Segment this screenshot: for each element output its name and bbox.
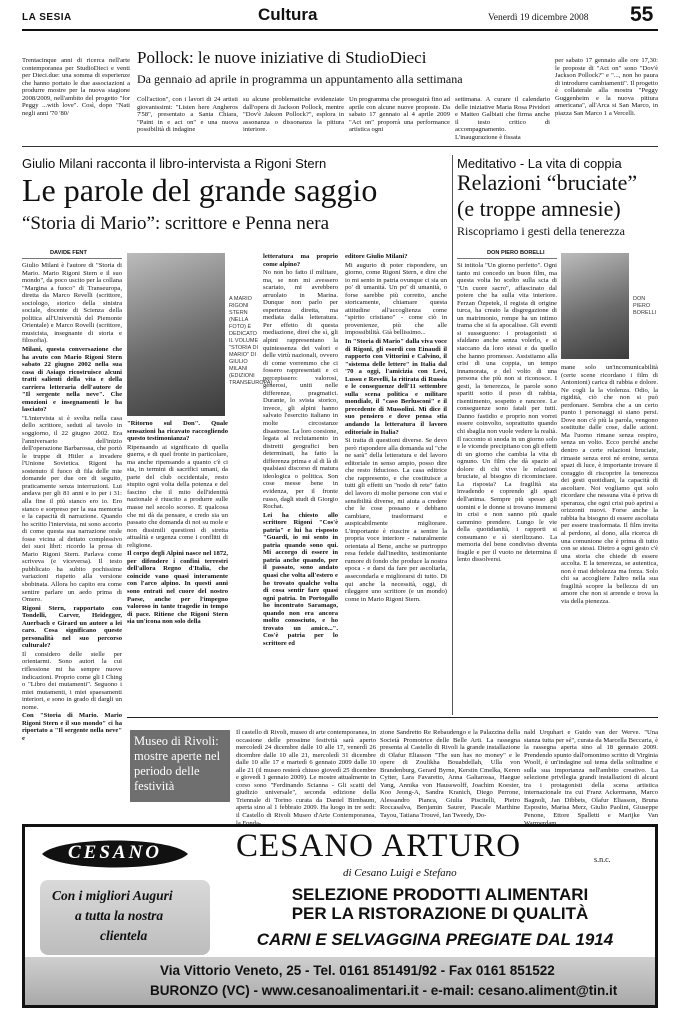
ad-line-3: CARNI E SELVAGGINA PREGIATE DAL 1914 <box>256 930 614 949</box>
meditativo-byline: DON PIERO BORELLI <box>487 250 545 256</box>
pollock-col6: per sabato 17 gennaio alle ore 17,30: le proposte di "Act on" sono "Dov'è Jackson Pollock?" e "..., non ho paura di introdurre cambiamenti". Il progetto è collaterale alla mostra "Peggy Guggenheim e la nuova pittura americana", all'Arca si San Marco, in piazza San Marco 1 a Vercelli. <box>555 57 658 117</box>
borelli-photo <box>561 253 629 359</box>
ad-wish-2: a tutta la nostra <box>75 908 164 923</box>
meditativo-col2: mane solo un'incomunicabilità (certe scene ricordano i film di Antonioni) carica di rabbia e dolore. Ne cogli la la violenza. Odio, la rigidità, ciò che non si può perdonare. Sembra che a un certo punto i personaggi si siano persi. Dove non c'è più la parola, vengono sostituite dalle cose, dalle azioni. Ma l'uomo rimane senza respiro, senza un volto. Ecco perché anche dentro a certe relazioni bruciate, rimaste senza eroi né eroine, senza spazi di luce, è importante trovare il coraggio di riscoprire la tenerezza dei gesti quotidiani, la capacità di ascoltare. Noi vogliamo qui solo ricordare che nessuna vita è priva di speranza, che ogni crisi può aprirsi a orizzonti nuovi. Forse anche la rabbia ha bisogno di essere ascoltata per essere trasformata. Il film invita al perdono, al dono, alla ricerca di una comunione che è prima di tutto con se stessi. Dietro a ogni gesto c'è una storia che chiede di essere accolta. E la tenerezza, se autentica, non è mai debolezza ma forza. Solo chi sa accogliere l'altro nella sua fragilità scopre la bellezza di un amore che non si arrende e trova la via della pienezza. <box>561 364 658 605</box>
pollock-subtitle: Da gennaio ad aprile in programma un appuntamento alla settimana <box>137 72 463 86</box>
meditativo-headline-2: (e troppe amnesie) <box>457 196 621 221</box>
rivoli-top-rule <box>127 717 658 718</box>
main-deck: “Storia di Mario”: scrittore e Penna nera <box>22 213 330 234</box>
meditativo-kicker: Meditativo - La vita di coppia <box>457 156 622 171</box>
page-number: 55 <box>630 3 654 26</box>
pollock-col1: Trentacinque anni di ricerca nell'arte contemporanea per StudioDieci e venti per Dieci.due: una somma di esperienze che hanno portato le due associazioni a produrre mostre per la nuova stagione 2008/2009, nell'ambito del progetto "for Peggy ...with love". Così, dopo "Nati negli anni '70 '80/ <box>22 57 130 117</box>
rivoli-col2: zione Sandretto Re Rebaudengo e la Palazzina della Società Promotrice delle Belle Arti. La rassegna presenta al Castello di Rivoli la grande installazione di Olafur Eliasson "The sun has no money" e le opere di Zoulikha Bouabdellah, Ulla von Brandenburg, Gerard Byrne, Kerstin Cmelka, Keren Cytter, Lara Favaretto, Anna Galtarossa, Haegue Yang, Annika von Hausswolff, Joachim Koester, Koo Jeong-A, Sandra Kranich, Diego Perrone, Alessandro Pianca, Giulia Piscitelli, Pietro Roccasalva, Benjamin Saurer, Pascale Marthine Tayou, Tatiana Trouvé, Ian Tweedy, Do- <box>380 729 520 820</box>
ad-contacts: BURONZO (VC) - www.cesanoalimentari.it - e-mail: cesano.aliment@tin.it <box>150 983 618 998</box>
pollock-col3: su alcune problematiche evidenziate dall'opera di Jackson Pollock, mentre "Dov'è Jakson Pollock?", esplora in assonanza o dissonanza la pittura interiore. <box>243 96 344 134</box>
main-kicker: Giulio Milani racconta il libro-intervista a Rigoni Stern <box>22 156 327 171</box>
main-byline: DAVIDE FENT <box>50 250 87 256</box>
meditativo-deck: Riscopriamo i gesti della tenerezza <box>457 224 625 238</box>
ad-logo <box>40 832 190 876</box>
ad-logo-text: CESANO <box>67 842 163 863</box>
rigoni-photo-caption: A MARIO RIGONI STERN (NELLA FOTO) È DEDICATO IL VOLUME "STORIA DI MARIO" DI GIULIO MILANI (EDIZIONI TRANSEUROPA) <box>229 296 273 386</box>
main-col4: editore Giulio Milani? Mi augurio di poter rispondere, un giorno, come Rigoni Stern, e dire che io mi sento in patria ovunque ci sia un po' di umanità. Un po' di umanità, o forse sarebbe più corretto, anche storicamente, chiamare questa attitudine all'accoglienza come "spirito cristiano" - come ciò in provenienze, più che alle impossibilità. Già bellissimo... In "Storia di Mario" dalla viva voce di Rigoni, gli esordi con Einaudi il rapporto con Vittorini e Calvino, il "sistema delle lettere" in Italia dal '70 a oggi, l'amicizia con Levi, Lussu e Revelli, la ritirata di Russia e le conseguenze dell'11 settembre sulla scena politica e militare mondiale, il "caso Berlusconi" e il precedente di Mussolini. Mi dice il suo pensiero e dove pensa stia andando la letteratura il lavoro editoriale in Italia? Si tratta di questioni diverse. Se devo però rispondere alla domanda sul "che ne sarà" della letteratura e del lavoro editoriale in senso ampio, posso dire che resto fiducioso. La casa editrice che rappresento, e che costituisce a tutti gli effetti un "nodo di rete" fatto del lavoro di molte persone con visi e sensibilità diverse, mi aiuta a credere che le cose possano e debbano cambiare, trasformarsi e auspicabilmente migliorare. L'importante è riuscire a sentire la propria voce interiore - naturalmente orientata al Bene, anche se purtroppo resa fedele dall'inedito, testimoniante rumore di fondo che produce la nostra epoca - e darsi da fare per ascoltarla, assecondarla e migliorarsi di tutto. Di qui anche la necessità, oggi, di rileggere uno scrittore (e un mondo) come in Mario Rigoni Stern. <box>345 253 447 603</box>
meditativo-col1: Si intitola "Un giorno perfetto". Ogni tanto mi concedo un buon film, ma questa volta ho scelto sulla scia di "Un cuore sacro", affascinato dal potere che ha sulla vita interiore. Ferzan Özpetek, il regista di origine turca, ha creato la disgregazione di un matrimonio, rompe ha un intimo trama che si fa apocalisse. Gli eventi si susseguono: i protagonisti si sfaldano anche senza volerlo, e si staccano da loro stessi e da quello che hanno promesso. Assistiamo alla crisi di una coppia, un tempo innamorata, e del volto di una persona che più non si riconosce. I gesti, la tenerezza, le parole sono spariti sotto il peso di rabbia, risentimento, sospetto e rancore. Le conseguenze sono fatali per tutti. Danno fastidio e proprio non vorrei essere coinvolto, soprattutto quando chi sbaglia non vuole vedere la realtà. Il racconto si snoda in un giorno solo e le vicende precipitano con gli effetti di un giorno che cambia la vita di ognuno. Un film che dà spazio al dolore di chi vive le relazioni bruciate, al bisogno di ricominciare. La risposta? La fragilità sta invadendo e coprendo gli spazi dell'anima. Sempre più spesso gli uomini e le donne si trovano immersi in crisi e non sanno più quale cammino prendere. Lungo le vie della quotidianità, i rapporti si consumano e sì sterilizzano. La memoria del bene condiviso diventa fragile e per il vuoto ne determina il lento dissolversi. <box>457 262 557 564</box>
main-col1: Giulio Milani è l'autore di "Storia di Mario. Mario Rigoni Stern e il suo mondo", da poco uscito per la collana "Margina a fuoco" di Transeuropa, diretta da Marco Revelli (scrittore, sociologo, storico della sinistra sociale, docente di Scienza della politica all'Università del Piemonte Orientale) e Marco Rovelli (scrittore, musicista, insegnante di storia e filosofia). Milani, questa conversazione che ha avuto con Mario Rigoni Stern sabato 22 giugno 2002 nella sua casa di Asiago ricostruisce alcuni tratti salienti della vita e della carriera letteraria dell'autore de "Il sergente nella neve". Che emozioni e insegnamenti le ha lasciato? "L'intervista si è svolta nella casa dello scrittore, seduti al tavolo in soggiorno, il 22 giugno 2002. Era l'anniversario dell'inizio dell'operazione Barbarossa, che portò le truppe di Hitler a invadere l'Unione Sovietica. Rigoni ha sostenuto il fuoco di fila delle mie domande per due ore di seguito, praticamente senza interruzioni. Lui andava per gli 81 anni e io per i 31: alla fine il più stanco ero io. Ero stanco e sorpreso per la sua memoria e la capacità di narrazione. Quando ho scritto l'intervista, mi sono accorto di come questa sua narrazione orale fosse vicina al dettato complessivo dei suoi libri: ricordo la prosa di Mario Rigoni Stern. Parlava come scriveva (e viceversa). Il testo pubblicato ha subito pochissime variazioni rispetto alla versione sbobinata. Allora ho capito era come sentire parlare un aedo prima di Omero. Rigoni Stern, rapportato con Tondelli, Carver, Heidegger, Auerbach e Girard un autore a lei caro. Cosa significano queste personalità nel suo percorso culturale? Il considero delle stelle per orientarmi. Sono autori la cui riflessione mi ha sempre nuove indicazioni. Proprio come gli I Ching o "Libro dei mutamenti". Seguono i miei mutamenti, i miei spaesamenti interiori, e sono in grado di dargli un nome. Con "Storia di Mario. Mario Rigoni Stern e il suo mondo" ci ha riportato a "Il sergente nella neve" e <box>22 262 122 742</box>
main-col2: "Ritorno sul Don". Quale sensazioni ha ricavato raccogliendo questo testimonianza? Ripensando ai significato di quella guerra, e di quel fronte in particolare, ma anche ripensando a quanto c'è ci sta, in termini di sacrifici umani, da parte del club occidentale, resto stupito ogni volta della potenza e del fascino che il mito dell'identità nazionale è riuscito a produrre sulle masse nel secolo scorso. E qualcosa che mi dà da pensare, e credo sia un passato che domanda di noi su mole e non dissimili questioni di stretta attualità e urgenza come i conflitti di religione. Il corpo degli Alpini nasce nel 1872, per difendere i confini terrestri dell'allora Regno d'Italia, che coincide vano quasi interamente con l'arco alpino. In questi anni sono entrati nel cuore del nostro Paese, anche per l'impegno valoroso in tante tragedie in tempo di pace. Ritiene che Rigoni Stern sia un'icona non solo della <box>127 420 228 626</box>
rivoli-col1: Il castello di Rivoli, museo di arte contemporanea, in occasione delle prossime festività sarà aperto mercoledì 24 dicembre dalle 10 alle 17, venerdì 26 dicembre dalle 10 alle 21, mercoledì 31 dicembre dalle 10 alle 17 e martedì 6 gennaio 2009 dalle 10 alle 21 (il museo resterà chiuso giovedì 25 dicembre e giovedì 1 gennaio 2009). Le mostre attualmente in corso sono "Ferdinando Scianna - Gli scatti del giudizio universale", seconda edizione della Triennale di Torino curata da Daniel Birnbaum, aperta sino al 1 febbraio 2009. Ha luogo in tre sedi: il Castello di Rivoli Museo d'Arte Contemporanea, <box>236 729 376 820</box>
main-divider <box>452 155 453 715</box>
main-byline-rule <box>22 258 122 259</box>
meditativo-headline-1: Relazioni “bruciate” <box>457 170 638 195</box>
pollock-col5: settimana. A curare il calendario delle iniziative Maria Rosa Pividori e Matteo Galbiati che firma anche il testo critico di accompagnamento. L'inaugurazione è fissata <box>455 96 550 141</box>
pollock-col2: Coll'action", con i lavori di 24 artisti giovanissimi: "Listen here Angheros 7'58", presentato a Santa Chiara, "Paint in e act on" e una nuova possibilità di indagine <box>137 96 238 134</box>
pollock-title: Pollock: le nuove iniziative di StudioDieci <box>137 48 427 67</box>
rivoli-col3: nald Urquhart e Guido van der Werve. "Una stanza tutta per sé", curata da Marcella Beccaria, è la rassegna aperta sino al 18 gennaio 2009. Prendendo spunto dall'omonimo scritto di Virginia Woolf, è un'indagine sul tema della solitudine e sulla sua importanza nell'ambito creativo. La selezione privilegia grandi installazioni di alcuni tra i protagonisti della scena artistica internazionale tra cui Franz Ackermann, Marco Bagnoli, Jan Dibbets, Olafur Eliasson, Bruna Esposito, Marisa Merz, Giulio Paolini, Giuseppe Penone, Ettore Spalletti e Marijke Van <box>524 729 658 820</box>
header-rule <box>22 29 658 31</box>
meditativo-byline-rule <box>457 258 557 259</box>
ad-wish-3: clientela <box>100 928 148 943</box>
main-col3: letteratura ma proprio come alpino? No non ho fatto il militare, ma, se non mi avessero scartato, mi avrebbero arruolato in Marina. Dunque non parlo per esperienza diretta, ma mediata dalla letteratura. Per effetto di questa mediazione, direi che sì, gli alpini rappresentano la quintessenza dei valori e delle virtù nazionali, ovvero di come vorremmo che ci fossero rappresentati e ci percepissero: valorosi, generosi, uniti nelle differenze, pragmatici. Durante, lo svista storico, invece, gli alpini hanno salvato l'esercito italiano in molte circostanze disastrose. La loro coesione, legata al reclutamento in distretti geografici ben determinati, ha fatto la differenza prima e al di là di qualsiasi discorso di matura ideologica o politica. Son cose messe bene in evidenza, per il fronte russo, dagli studi di Giorgio Rochat. Lei ha chiesto allo scrittore Rigoni "Cos'è patria" e lui ha risposto "Guardi, io mi sento in patria quando sono qui. Mi accorgo di essere in patria anche quando, per il passato, sono andato quasi che volta all'estero e ho trovato qualche volta di cosa sentir fare quasi ogni patria. In Portogallo ho incontrato Saramago, quando non era ancora molto conosciuto, e ho trovato un amico...". Cos'è patria per lo scrittore ed <box>263 253 338 647</box>
rivoli-title: Museo di Rivoli: mostre aperte nel periodo delle festività <box>134 734 221 793</box>
ad-suffix: s.n.c. <box>594 855 611 864</box>
section-title: Cultura <box>258 5 318 24</box>
ad-line-2: PER LA RISTORAZIONE DI QUALITÀ <box>291 904 589 923</box>
rigoni-stern-photo <box>127 253 225 416</box>
ad-owners: di Cesano Luigi e Stefano <box>343 867 457 879</box>
pollock-col4: Un programma che proseguirà fino ad aprile con alcune nuove proposte. Da sabato 17 gennaio al 4 aprile 2009 "Act on" proporrà una performance artistica ogni <box>349 96 450 134</box>
ad-name: CESANO ARTURO <box>236 828 522 864</box>
paper-name: LA SESIA <box>22 12 72 23</box>
ad-wish-1: Con i migliori Auguri <box>52 888 173 903</box>
borelli-photo-caption: DON PIERO BORELLI <box>633 296 657 316</box>
ad-address: Via Vittorio Veneto, 25 - Tel. 0161 851491/92 - Fax 0161 851522 <box>160 963 555 978</box>
main-headline: Le parole del grande saggio <box>22 172 378 208</box>
issue-date: Venerdì 19 dicembre 2008 <box>488 13 589 23</box>
rivoli-title-box <box>130 730 230 802</box>
ad-line-1: SELEZIONE PRODOTTI ALIMENTARI <box>291 885 589 904</box>
